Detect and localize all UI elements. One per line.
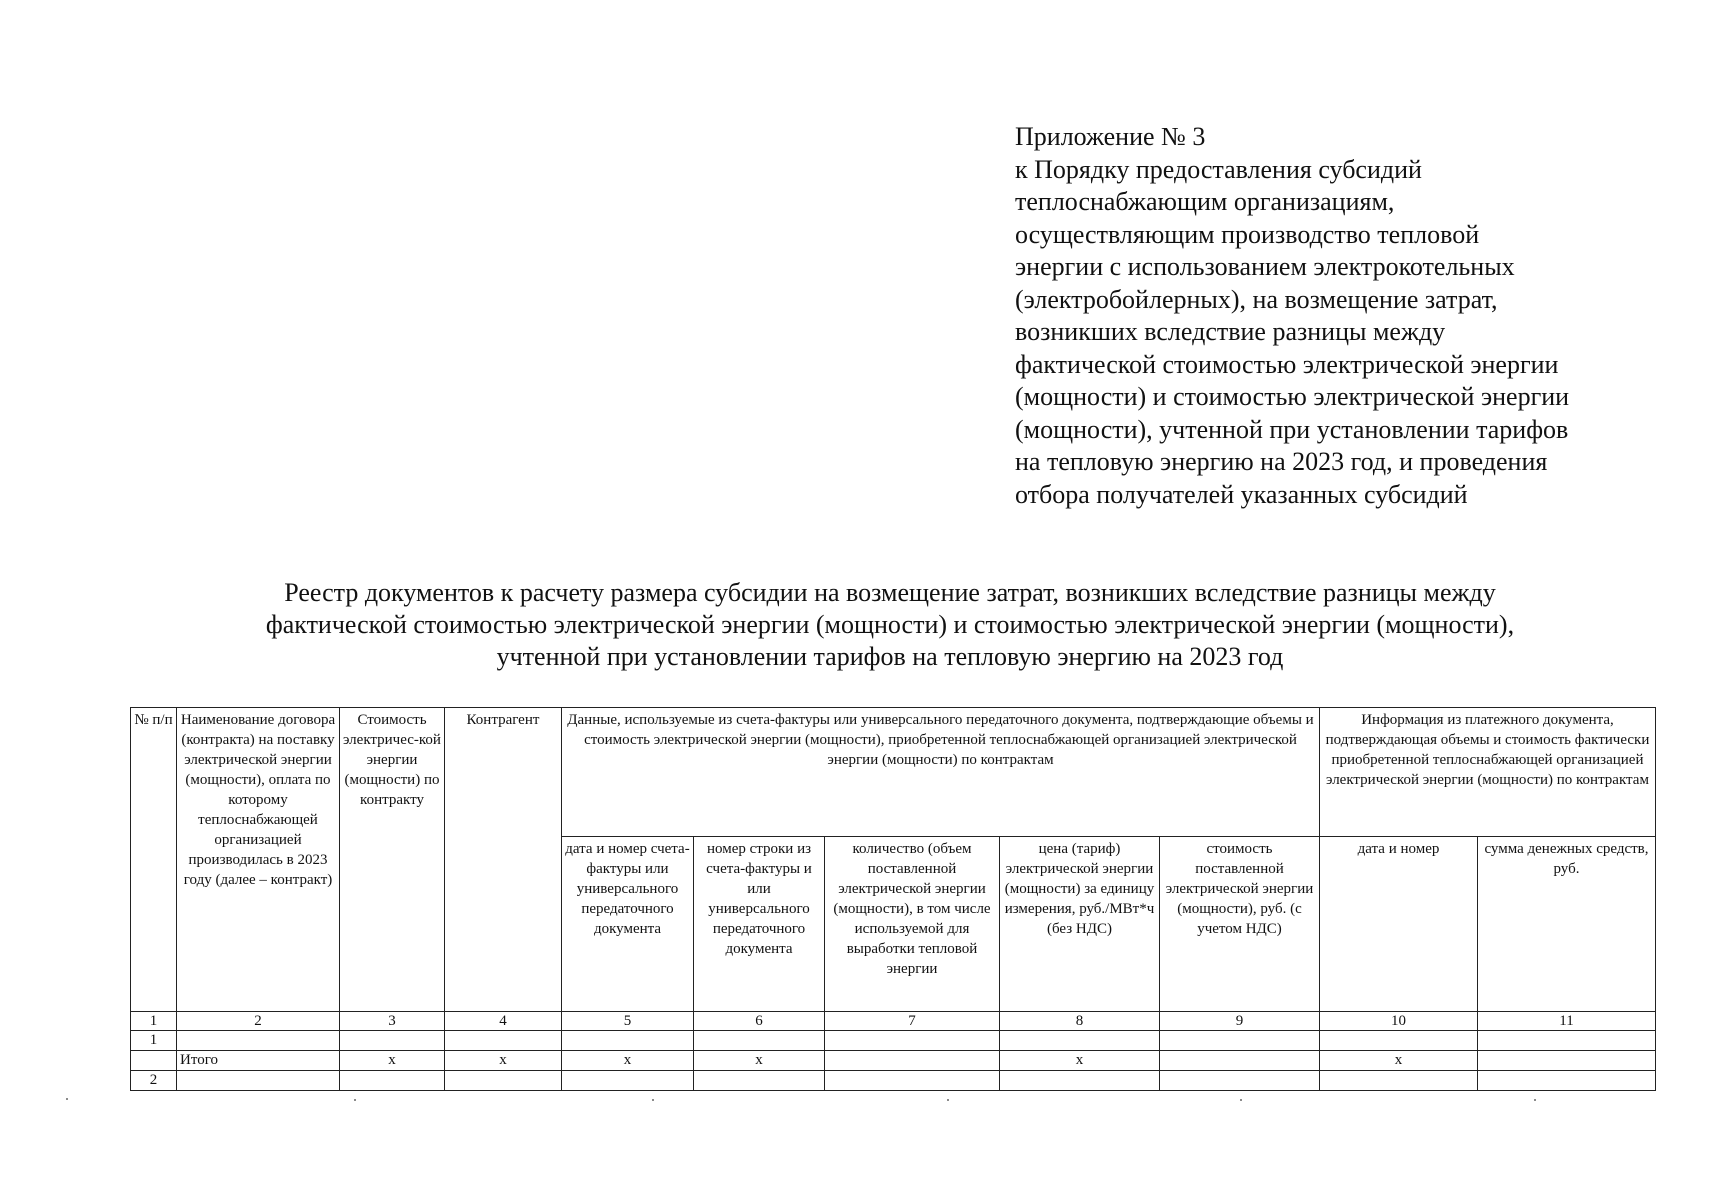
column-number: 9 [1160, 1012, 1320, 1031]
document-title [130, 577, 1650, 673]
table-cell [825, 1031, 1000, 1051]
table-cell [1478, 1071, 1656, 1091]
table-cell [694, 1071, 825, 1091]
table-cell [1478, 1051, 1656, 1071]
appendix-line: возникших вследствие разницы между [1015, 317, 1446, 346]
title-line: Реестр документов к расчету размера субсидии на возмещение затрат, возникших вследствие разницы между [284, 578, 1496, 607]
table-cell [1478, 1031, 1656, 1051]
appendix-line: отбора получателей указанных субсидий [1015, 479, 1468, 509]
header-payment-amount: сумма денежных средств, руб. [1478, 837, 1656, 1012]
title-line: фактической стоимостью электрической энергии (мощности) и стоимостью электрической энергии (мощности), [265, 610, 1515, 639]
table-cell [445, 1071, 562, 1091]
header-contract-name: Наименование договора (контракта) на поставку электрической энергии (мощности), оплата по которому теплоснабжающей организацией производилась в 2023 году (далее – контракт) [177, 708, 340, 1012]
header-invoice-group: Данные, используемые из счета-фактуры или универсального передаточного документа, подтверждающие объемы и стоимость электрической энергии (мощности), приобретенной теплоснабжающей организацией электрической энергии (мощности) по контрактам [562, 708, 1320, 837]
table-cell: x [1320, 1051, 1478, 1071]
appendix-line: теплоснабжающим организациям, [1015, 187, 1395, 216]
table-cell [1320, 1071, 1478, 1091]
header-invoice-date-number: дата и номер счета-фактуры или универсального передаточного документа [562, 837, 694, 1012]
table-cell [562, 1071, 694, 1091]
scan-dot [1534, 1099, 1536, 1101]
table-cell [694, 1031, 825, 1051]
table-cell [825, 1051, 1000, 1071]
scan-dot [66, 1098, 68, 1100]
table-cell: x [445, 1051, 562, 1071]
column-number: 7 [825, 1012, 1000, 1031]
table-cell [340, 1071, 445, 1091]
column-number: 5 [562, 1012, 694, 1031]
appendix-line: (электробойлерных), на возмещение затрат, [1015, 284, 1498, 314]
column-number: 10 [1320, 1012, 1478, 1031]
table-row [131, 1031, 1656, 1051]
table-cell: x [1000, 1051, 1160, 1071]
scan-dot [1240, 1099, 1242, 1101]
table-cell: 1 [131, 1031, 177, 1051]
column-numbers-row [131, 1012, 1656, 1031]
column-number: 8 [1000, 1012, 1160, 1031]
table-cell [1160, 1071, 1320, 1091]
header-contract-cost: Стоимость электричес-кой энергии (мощности) по контракту [340, 708, 445, 1012]
appendix-line: на тепловую энергию на 2023 год, и проведения [1015, 447, 1548, 476]
table-cell [177, 1071, 340, 1091]
table-cell [1160, 1051, 1320, 1071]
header-energy-quantity: количество (объем поставленной электрической энергии (мощности), в том числе используемой для выработки тепловой энергии [825, 837, 1000, 1012]
table-cell [177, 1031, 340, 1051]
header-payment-group: Информация из платежного документа, подтверждающая объемы и стоимость фактически приобретенной теплоснабжающей организацией электрической энергии (мощности) по контрактам [1320, 708, 1656, 837]
total-label: Итого [177, 1051, 340, 1071]
header-payment-date-number: дата и номер [1320, 837, 1478, 1012]
scan-dot [947, 1099, 949, 1101]
header-row-number: № п/п [131, 708, 177, 1012]
scan-perforation-marks [60, 1098, 1650, 1102]
column-number: 3 [340, 1012, 445, 1031]
column-number: 4 [445, 1012, 562, 1031]
appendix-header [1015, 121, 1695, 511]
scan-dot [652, 1099, 654, 1101]
column-number: 6 [694, 1012, 825, 1031]
table-cell [445, 1031, 562, 1051]
table-cell: x [694, 1051, 825, 1071]
table-row [131, 1071, 1656, 1091]
table-cell [1000, 1031, 1160, 1051]
column-number: 2 [177, 1012, 340, 1031]
header-invoice-line-number: номер строки из счета-фактуры и или универсального передаточного документа [694, 837, 825, 1012]
appendix-line: фактической стоимостью электрической энергии [1015, 349, 1559, 379]
registry-table [130, 707, 1656, 1091]
appendix-line: к Порядку предоставления субсидий [1015, 154, 1422, 184]
appendix-line: энергии с использованием электрокотельных [1015, 252, 1515, 281]
table-cell [1000, 1071, 1160, 1091]
column-number: 1 [131, 1012, 177, 1031]
appendix-line: (мощности), учтенной при установлении тарифов [1015, 414, 1569, 444]
table-cell: 2 [131, 1071, 177, 1091]
table-cell [825, 1071, 1000, 1091]
header-energy-price: цена (тариф) электрической энергии (мощности) за единицу измерения, руб./МВт*ч (без НДС) [1000, 837, 1160, 1012]
table-cell [340, 1031, 445, 1051]
appendix-line: Приложение № 3 [1015, 122, 1206, 151]
header-row-group [131, 708, 1656, 837]
table-cell [131, 1051, 177, 1071]
column-number: 11 [1478, 1012, 1656, 1031]
table-row-total [131, 1051, 1656, 1071]
table-cell [562, 1031, 694, 1051]
table-cell [1320, 1031, 1478, 1051]
header-counterparty: Контрагент [445, 708, 562, 1012]
title-line: учтенной при установлении тарифов на тепловую энергию на 2023 год [496, 642, 1284, 671]
table-cell: x [562, 1051, 694, 1071]
appendix-line: осуществляющим производство тепловой [1015, 219, 1480, 249]
table-cell [1160, 1031, 1320, 1051]
header-energy-cost: стоимость поставленной электрической энергии (мощности), руб. (с учетом НДС) [1160, 837, 1320, 1012]
appendix-line: (мощности) и стоимостью электрической энергии [1015, 382, 1570, 411]
table-cell: x [340, 1051, 445, 1071]
scan-dot [354, 1099, 356, 1101]
